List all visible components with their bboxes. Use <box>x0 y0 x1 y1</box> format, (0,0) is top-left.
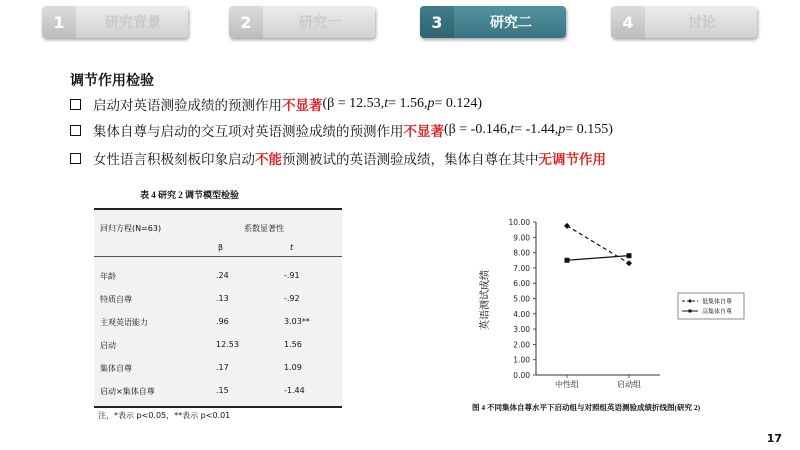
table-row-beta: .15 <box>216 386 229 395</box>
table-header-model: 回归方程(N=63) <box>100 224 162 233</box>
bullet-t-label: t <box>510 122 515 137</box>
tab-label: 研究一 <box>299 15 341 31</box>
tab-number: 2 <box>229 6 263 38</box>
section-title: 调节作用检验 <box>70 73 154 89</box>
bullet-p-label: p <box>558 122 566 137</box>
bullet-stats-beta: (β = 12.53, <box>322 96 385 111</box>
bullet-highlight: 不能 <box>255 152 282 168</box>
tab-discussion[interactable] <box>611 6 757 38</box>
table-row-label: 启动×集体自尊 <box>100 387 155 396</box>
tab-study-one[interactable] <box>229 6 375 38</box>
bullet-stats-beta: (β = -0.146, <box>444 122 511 137</box>
table-row-t: -.91 <box>284 271 300 280</box>
chart-legend-label: 低集体自尊 <box>702 298 733 306</box>
table-subheader-beta: β <box>218 243 224 252</box>
table-caption: 表 4 研究 2 调节模型检验 <box>140 190 240 200</box>
chart-y-tick-label: 8.00 <box>513 248 530 258</box>
bullet-stats-t: = -1.44, <box>514 122 559 137</box>
table-row-t: 3.03** <box>284 317 310 326</box>
chart-legend-marker <box>689 310 692 313</box>
table-row-label: 特质自尊 <box>100 295 132 304</box>
chart-y-tick-label: 5.00 <box>513 294 530 304</box>
bullet-t-label: t <box>384 96 389 111</box>
chart-y-tick-label: 10.00 <box>508 218 530 227</box>
figure-caption: 图 4 不同集体自尊水平下启动组与对照组英语测验成绩折线图(研究 2) <box>472 403 701 412</box>
tab-label: 研究二 <box>490 15 532 31</box>
bullet-highlight: 不显著 <box>403 124 444 140</box>
bullet-stats-t: = 1.56, <box>388 96 428 111</box>
bullet-item <box>70 120 613 140</box>
table-rule-mid <box>94 256 342 257</box>
checkbox-square-icon <box>70 153 81 164</box>
table-row-label: 年龄 <box>100 272 116 281</box>
tab-number: 3 <box>420 6 454 38</box>
bullet-item <box>70 148 606 168</box>
tab-research-background[interactable] <box>42 6 188 38</box>
chart-y-tick-label: 3.00 <box>513 325 530 335</box>
chart-y-axis-label: 英语测试成绩 <box>480 270 491 330</box>
chart-point <box>565 258 570 263</box>
chart-y-tick-label: 0.00 <box>513 371 530 380</box>
chart-x-tick-label: 中性组 <box>555 380 579 389</box>
table-row-label: 主观英语能力 <box>100 318 148 327</box>
checkbox-square-icon <box>70 125 81 136</box>
table-row-t: -.92 <box>284 294 300 303</box>
tab-number: 1 <box>42 6 76 38</box>
chart-y-tick-label: 1.00 <box>513 355 530 365</box>
chart-series-line <box>567 256 629 261</box>
table-row-beta: .17 <box>216 363 229 372</box>
table-row-beta: .13 <box>216 294 229 303</box>
bullet-text: 启动对英语测验成绩的预测作用 <box>93 98 282 114</box>
table-row-beta: .96 <box>216 317 229 326</box>
bullet-text-mid: 预测被试的英语测验成绩，集体自尊在其中 <box>282 152 539 168</box>
regression-table <box>94 208 342 408</box>
chart-y-tick-label: 9.00 <box>513 233 530 243</box>
chart-y-tick-label: 6.00 <box>513 279 530 289</box>
chart-y-tick-label: 2.00 <box>513 340 530 350</box>
table-rule-bottom <box>94 406 342 408</box>
bullet-p-label: p <box>427 96 435 111</box>
table-subheader-t: t <box>290 243 294 252</box>
chart-point <box>564 223 570 229</box>
table-row-label: 集体自尊 <box>100 364 132 373</box>
table-note: 注，*表示 p<0.05，**表示 p<0.01 <box>98 411 231 420</box>
chart-point <box>626 260 632 266</box>
table-row-label: 启动 <box>100 341 116 350</box>
tab-number: 4 <box>611 6 645 38</box>
bullet-highlight: 无调节作用 <box>538 152 606 168</box>
line-chart <box>470 205 760 420</box>
tab-study-two[interactable] <box>420 6 566 38</box>
tab-label: 研究背景 <box>105 15 161 31</box>
bullet-stats-p: = 0.124) <box>434 96 483 111</box>
table-row-t: -1.44 <box>284 386 305 395</box>
table-rule-top <box>94 208 342 210</box>
chart-point <box>627 253 632 258</box>
page-number: 17 <box>766 432 782 445</box>
bullet-highlight: 不显著 <box>282 98 323 114</box>
bullet-stats-p: = 0.155) <box>565 122 613 137</box>
table-row-t: 1.09 <box>284 363 302 372</box>
checkbox-square-icon <box>70 99 81 110</box>
chart-y-tick-label: 4.00 <box>513 309 530 319</box>
bullet-text: 集体自尊与启动的交互项对英语测验成绩的预测作用 <box>93 124 404 140</box>
chart-legend-label: 高集体自尊 <box>702 308 733 316</box>
table-header-significance: 系数显著性 <box>244 224 284 233</box>
bullet-text: 女性语言积极刻板印象启动 <box>93 152 255 168</box>
table-row-beta: .24 <box>216 271 229 280</box>
bullet-item <box>70 94 482 114</box>
chart-y-tick-label: 7.00 <box>513 263 530 273</box>
chart-x-tick-label: 启动组 <box>617 380 641 389</box>
tab-label: 讨论 <box>688 15 716 31</box>
table-row-t: 1.56 <box>284 340 302 349</box>
table-row-beta: 12.53 <box>216 340 239 349</box>
